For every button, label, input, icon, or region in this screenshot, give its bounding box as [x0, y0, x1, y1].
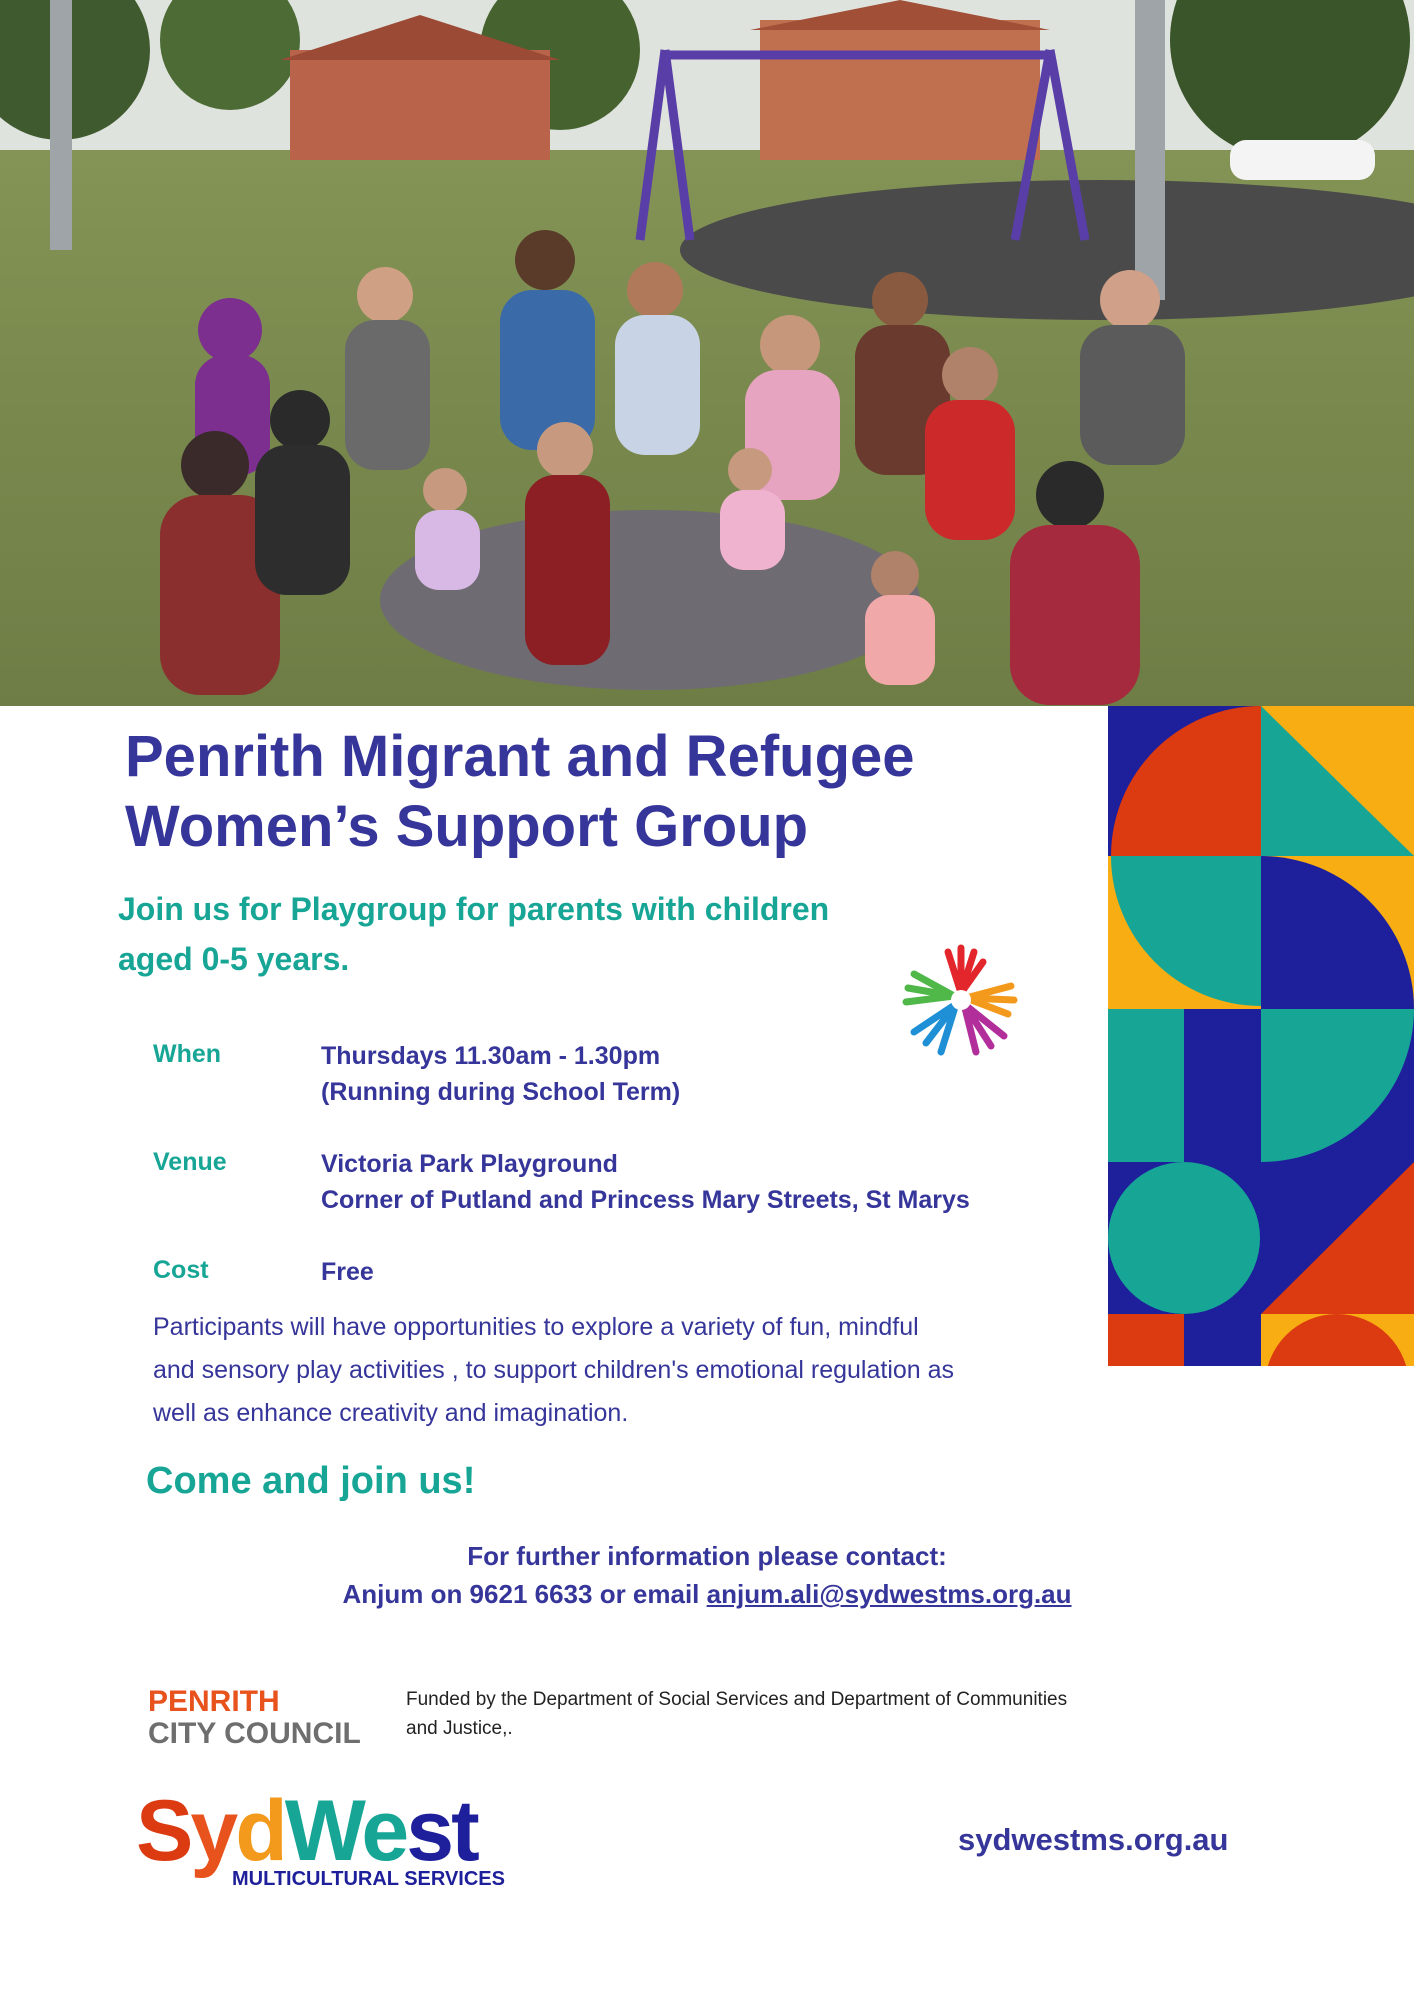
penrith-logo-line-1: PENRITH	[148, 1685, 280, 1718]
cost-label: Cost	[153, 1256, 209, 1284]
description-line-2: and sensory play activities , to support children's emotional regulation as	[153, 1356, 955, 1384]
contact-line-1: For further information please contact:	[467, 1541, 947, 1571]
subtitle	[118, 884, 1018, 984]
geometric-pattern	[1108, 706, 1414, 1366]
funding-line-1: Funded by the Department of Social Services and Department of Communities	[406, 1689, 1068, 1710]
venue-line-1: Victoria Park Playground	[321, 1150, 618, 1178]
when-line-2: (Running during School Term)	[321, 1078, 681, 1106]
svg-text:SydWest: SydWest	[136, 1783, 477, 1879]
when-label: When	[153, 1040, 222, 1068]
website-url: sydwestms.org.au	[958, 1822, 1229, 1857]
contact-email-link[interactable]: anjum.ali@sydwestms.org.au	[706, 1579, 1072, 1609]
cost-line: Free	[321, 1258, 374, 1286]
svg-text:MULTICULTURAL SERVICES: MULTICULTURAL SERVICES	[232, 1868, 505, 1890]
venue-line-2: Corner of Putland and Princess Mary Streets, St Marys	[321, 1186, 970, 1214]
title-line-2: Women’s Support Group	[125, 794, 809, 859]
funding-statement	[406, 1685, 1236, 1743]
venue-value	[321, 1146, 970, 1218]
colorful-hands-icon	[896, 938, 1026, 1060]
subtitle-line-1: Join us for Playgroup for parents with children	[118, 891, 830, 927]
when-value	[321, 1038, 680, 1110]
sydwest-multicultural-services-logo	[136, 1782, 576, 1892]
description-line-1: Participants will have opportunities to explore a variety of fun, mindful	[153, 1313, 919, 1341]
penrith-city-council-logo	[148, 1686, 361, 1750]
description	[153, 1306, 1113, 1435]
funding-line-2: and Justice,.	[406, 1718, 513, 1739]
call-to-action: Come and join us!	[146, 1460, 476, 1502]
penrith-logo-line-2: CITY COUNCIL	[148, 1717, 361, 1750]
venue-label: Venue	[153, 1148, 227, 1176]
title-line-1: Penrith Migrant and Refugee	[125, 724, 915, 789]
contact-phone-text: Anjum on 9621 6633 or email	[342, 1579, 707, 1609]
when-line-1: Thursdays 11.30am - 1.30pm	[321, 1042, 661, 1070]
group-photo	[0, 0, 1414, 706]
contact-line-2	[0, 1579, 1414, 1610]
cost-value	[321, 1254, 374, 1290]
description-line-3: well as enhance creativity and imagination.	[153, 1399, 629, 1427]
subtitle-line-2: aged 0-5 years.	[118, 941, 350, 977]
page-title	[125, 722, 1105, 862]
